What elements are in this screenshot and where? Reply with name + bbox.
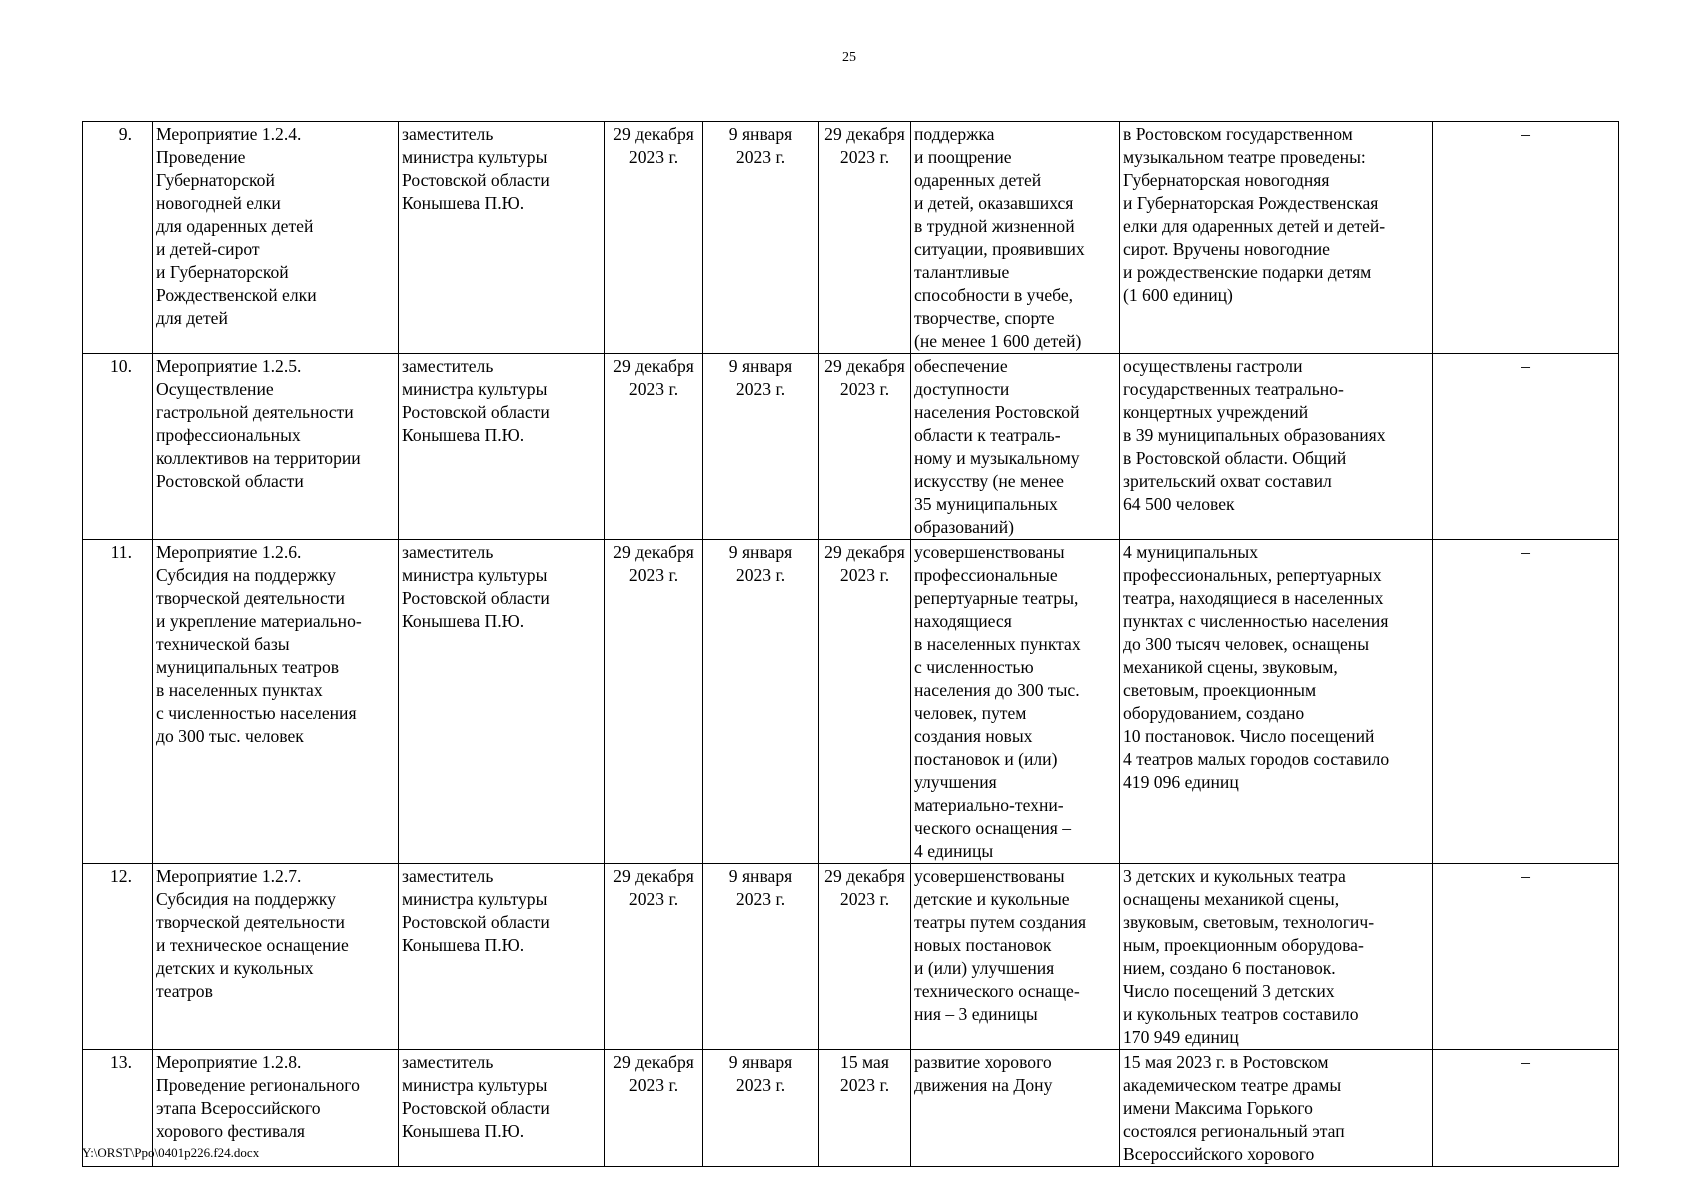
actual-end-date-cell: 29 декабря 2023 г. (819, 354, 911, 540)
event-cell: Мероприятие 1.2.6. Субсидия на поддержку творческой деятельности и укрепление материально- технической базы муниципальных театров в населенных пунктах с численностью населения до 300 тыс. человек (153, 540, 399, 864)
expected-result-cell: развитие хорового движения на Дону (911, 1050, 1120, 1167)
actual-end-date-cell: 15 мая 2023 г. (819, 1050, 911, 1167)
actual-result-cell: 3 детских и кукольных театра оснащены механикой сцены, звуковым, световым, технологич- ным, проекционным оборудова- нием, создано 6 постановок. Число посещений 3 детских и кукольных театров составило 170 949 единиц (1120, 864, 1433, 1050)
note-cell: – (1433, 864, 1619, 1050)
events-table (82, 121, 1619, 1167)
responsible-cell: заместитель министра культуры Ростовской области Конышева П.Ю. (399, 864, 605, 1050)
responsible-cell: заместитель министра культуры Ростовской области Конышева П.Ю. (399, 354, 605, 540)
table-row (83, 540, 1619, 864)
actual-start-date-cell: 9 января 2023 г. (703, 354, 819, 540)
actual-start-date-cell: 9 января 2023 г. (703, 540, 819, 864)
table-row (83, 354, 1619, 540)
row-number: 10. (83, 354, 153, 540)
note-cell: – (1433, 1050, 1619, 1167)
expected-result-cell: обеспечение доступности населения Ростовской области к театраль- ному и музыкальному искусству (не менее 35 муниципальных образований) (911, 354, 1120, 540)
actual-result-cell: осуществлены гастроли государственных театрально- концертных учреждений в 39 муниципальных образованиях в Ростовской области. Общий зрительский охват составил 64 500 человек (1120, 354, 1433, 540)
note-cell: – (1433, 354, 1619, 540)
event-cell: Мероприятие 1.2.7. Субсидия на поддержку творческой деятельности и техническое оснащение детских и кукольных театров (153, 864, 399, 1050)
planned-end-date-cell: 29 декабря 2023 г. (605, 122, 703, 354)
expected-result-cell: усовершенствованы детские и кукольные театры путем создания новых постановок и (или) улучшения технического оснаще- ния – 3 единицы (911, 864, 1120, 1050)
event-cell: Мероприятие 1.2.4. Проведение Губернаторской новогодней елки для одаренных детей и детей-сирот и Губернаторской Рождественской елки для детей (153, 122, 399, 354)
actual-start-date-cell: 9 января 2023 г. (703, 1050, 819, 1167)
responsible-cell: заместитель министра культуры Ростовской области Конышева П.Ю. (399, 1050, 605, 1167)
expected-result-cell: усовершенствованы профессиональные репертуарные театры, находящиеся в населенных пунктах с численностью населения до 300 тыс. человек, путем создания новых постановок и (или) улучшения материально-техни- ческого оснащения – 4 единицы (911, 540, 1120, 864)
actual-end-date-cell: 29 декабря 2023 г. (819, 122, 911, 354)
actual-start-date-cell: 9 января 2023 г. (703, 864, 819, 1050)
page-number: 25 (842, 50, 856, 65)
planned-end-date-cell: 29 декабря 2023 г. (605, 354, 703, 540)
table-row (83, 864, 1619, 1050)
actual-end-date-cell: 29 декабря 2023 г. (819, 864, 911, 1050)
row-number: 13. (83, 1050, 153, 1167)
event-cell: Мероприятие 1.2.5. Осуществление гастрольной деятельности профессиональных коллективов на территории Ростовской области (153, 354, 399, 540)
planned-end-date-cell: 29 декабря 2023 г. (605, 864, 703, 1050)
actual-result-cell: 4 муниципальных профессиональных, репертуарных театра, находящиеся в населенных пунктах с численностью населения до 300 тысяч человек, оснащены механикой сцены, звуковым, световым, проекционным оборудованием, создано 10 постановок. Число посещений 4 театров малых городов составило 419 096 единиц (1120, 540, 1433, 864)
actual-result-cell: 15 мая 2023 г. в Ростовском академическом театре драмы имени Максима Горького состоялся региональный этап Всероссийского хорового (1120, 1050, 1433, 1167)
table-row (83, 1050, 1619, 1167)
row-number: 12. (83, 864, 153, 1050)
actual-start-date-cell: 9 января 2023 г. (703, 122, 819, 354)
note-cell: – (1433, 540, 1619, 864)
expected-result-cell: поддержка и поощрение одаренных детей и детей, оказавшихся в трудной жизненной ситуации, проявивших талантливые способности в учебе, творчестве, спорте (не менее 1 600 детей) (911, 122, 1120, 354)
note-cell: – (1433, 122, 1619, 354)
responsible-cell: заместитель министра культуры Ростовской области Конышева П.Ю. (399, 540, 605, 864)
actual-result-cell: в Ростовском государственном музыкальном театре проведены: Губернаторская новогодняя и Губернаторская Рождественская елки для одаренных детей и детей- сирот. Вручены новогодние и рождественские подарки детям (1 600 единиц) (1120, 122, 1433, 354)
table-row (83, 122, 1619, 354)
actual-end-date-cell: 29 декабря 2023 г. (819, 540, 911, 864)
responsible-cell: заместитель министра культуры Ростовской области Конышева П.Ю. (399, 122, 605, 354)
event-cell: Мероприятие 1.2.8. Проведение регионального этапа Всероссийского хорового фестиваля (153, 1050, 399, 1167)
row-number: 9. (83, 122, 153, 354)
row-number: 11. (83, 540, 153, 864)
planned-end-date-cell: 29 декабря 2023 г. (605, 540, 703, 864)
footer-file-path: Y:\ORST\Ppo\0401p226.f24.docx (82, 1145, 260, 1160)
planned-end-date-cell: 29 декабря 2023 г. (605, 1050, 703, 1167)
